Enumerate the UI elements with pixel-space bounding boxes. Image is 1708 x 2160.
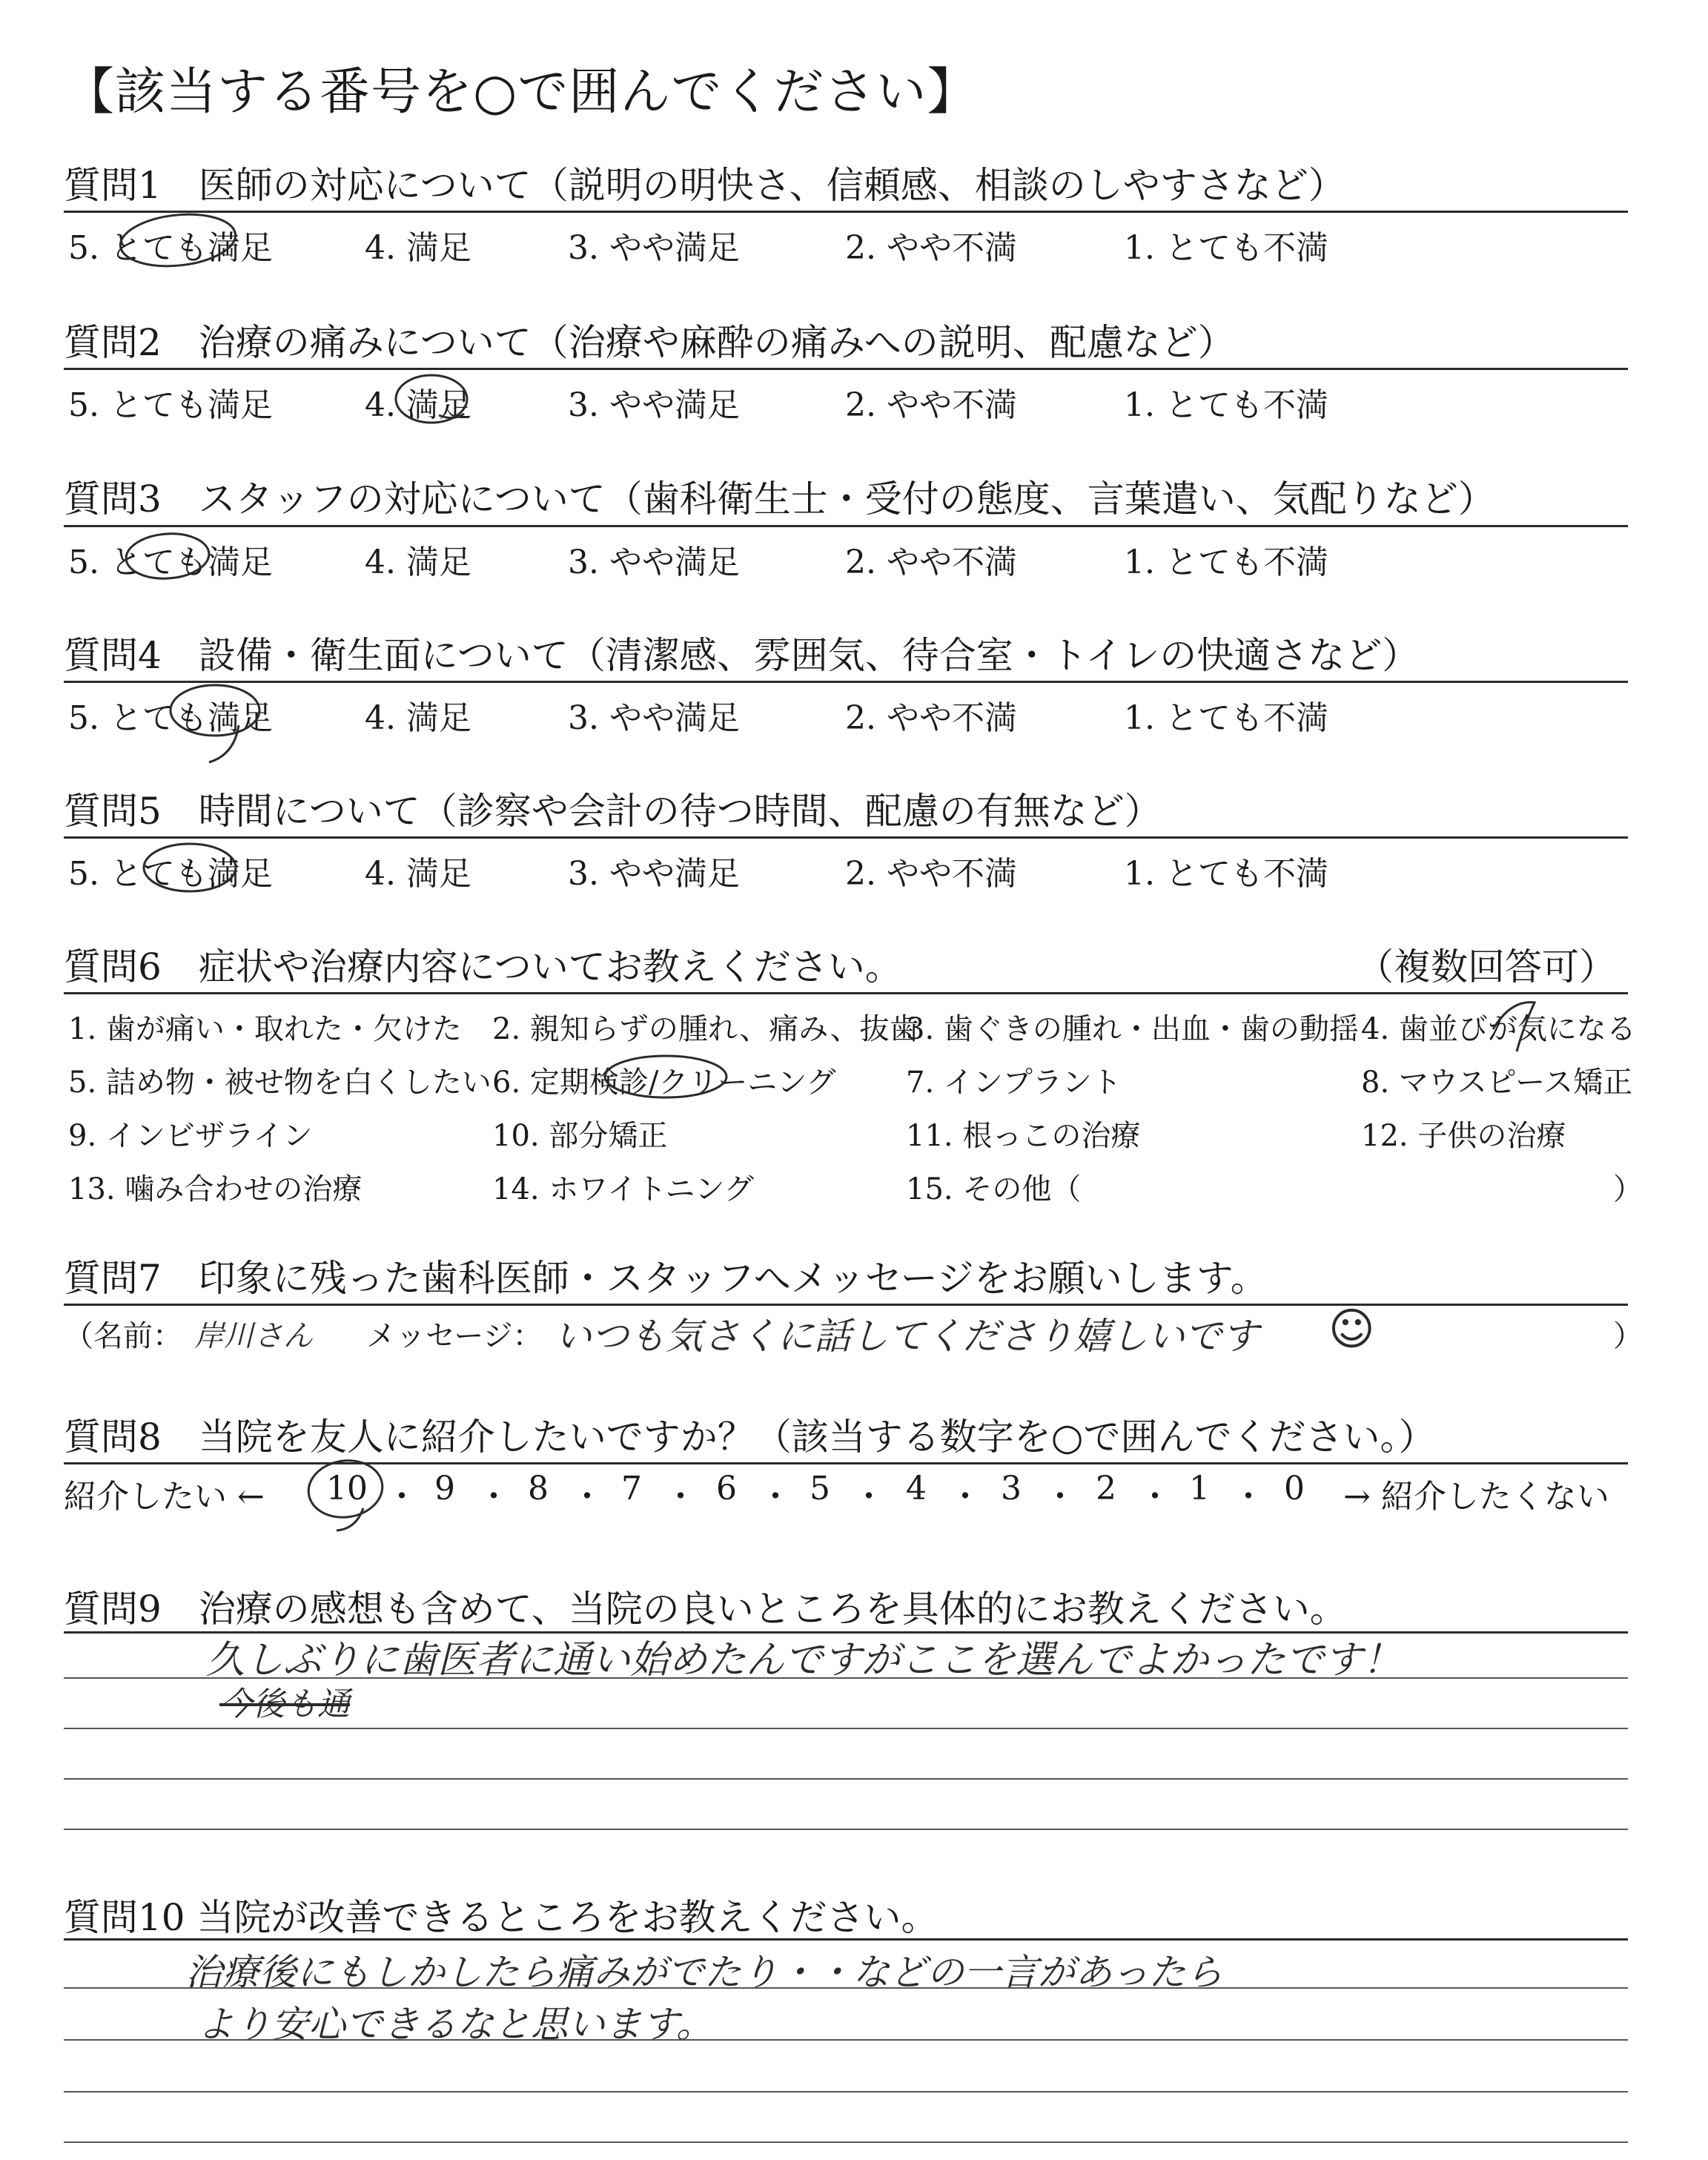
q5-option-2[interactable]: 2. やや不満: [845, 855, 1017, 893]
q8-sep: ・: [1044, 1478, 1076, 1516]
q8-scale-9[interactable]: 9: [434, 1470, 455, 1507]
q8-sep: ・: [664, 1478, 697, 1516]
q10-heading: 質問10 当院が改善できるところをお教えください。: [64, 1896, 939, 1939]
q5-option-5[interactable]: 5. とても満足: [68, 855, 273, 893]
q8-sep: ・: [1232, 1478, 1265, 1516]
q6-item-6[interactable]: 6. 定期検診/クリーニング: [492, 1066, 836, 1100]
q6-item-4-mark: [1493, 1003, 1535, 1051]
q5-heading: 質問5 時間について（診察や会計の待つ時間、配慮の有無など）: [64, 790, 1162, 833]
q6-item-11[interactable]: 11. 根っこの治療: [906, 1119, 1141, 1153]
q8-sep: ・: [477, 1478, 510, 1516]
q8-scale-5[interactable]: 5: [810, 1470, 830, 1507]
q6-item-6-selection: [605, 1056, 726, 1097]
q1-option-5[interactable]: 5. とても満足: [68, 229, 273, 267]
q4-option-2[interactable]: 2. やや不満: [845, 699, 1017, 737]
q6-item-13[interactable]: 13. 噛み合わせの治療: [68, 1172, 363, 1206]
q9-heading: 質問9 治療の感想も含めて、当院の良いところを具体的にお教えください。: [64, 1588, 1347, 1631]
q8-sep: ・: [759, 1478, 792, 1516]
q8-scale-7[interactable]: 7: [621, 1470, 642, 1507]
q4-selection-circle: [171, 685, 259, 736]
q9-answer-line-1[interactable]: 久しぶりに歯医者に通い始めたんですがここを選んでよかったです！: [206, 1638, 1402, 1682]
q2-option-4[interactable]: 4. 満足: [365, 386, 471, 424]
q5-option-4[interactable]: 4. 満足: [365, 855, 471, 893]
q3-option-1[interactable]: 1. とても不満: [1124, 544, 1328, 581]
q4-option-1[interactable]: 1. とても不満: [1124, 699, 1328, 737]
q8-right-label: → 紹介したくない: [1343, 1478, 1609, 1516]
q1-heading: 質問1 医師の対応について（説明の明快さ、信頼感、相談のしやすさなど）: [64, 164, 1345, 207]
q2-option-1[interactable]: 1. とても不満: [1124, 386, 1328, 424]
q6-item-12[interactable]: 12. 子供の治療: [1361, 1119, 1566, 1153]
q7-message-value[interactable]: いつも気さくに話してくださり嬉しいです: [555, 1315, 1259, 1358]
q7-heading: 質問7 印象に残った歯科医師・スタッフへメッセージをお願いします。: [64, 1257, 1268, 1300]
q2-option-3[interactable]: 3. やや満足: [568, 386, 740, 424]
q10-answer-line-2[interactable]: より安心できるなと思います。: [197, 2003, 713, 2046]
q8-selection-tail: [337, 1508, 363, 1530]
q6-item-10[interactable]: 10. 部分矯正: [492, 1119, 668, 1153]
q3-option-2[interactable]: 2. やや不満: [845, 544, 1017, 581]
q6-item-3[interactable]: 3. 歯ぐきの腫れ・出血・歯の動揺: [906, 1012, 1359, 1046]
q2-selection-circle: [396, 375, 467, 423]
q6-item-5[interactable]: 5. 詰め物・被せ物を白くしたい: [68, 1066, 491, 1100]
q1-option-3[interactable]: 3. やや満足: [568, 229, 740, 267]
q8-sep: ・: [949, 1478, 982, 1516]
q8-sep: ・: [1139, 1478, 1171, 1516]
q6-item-1[interactable]: 1. 歯が痛い・取れた・欠けた: [68, 1012, 462, 1046]
q3-option-5[interactable]: 5. とても満足: [68, 544, 273, 581]
q8-sep: ・: [385, 1478, 418, 1516]
form-title: 【該当する番号を○で囲んでください】: [64, 63, 979, 122]
q2-selection-tail: [439, 414, 464, 418]
q6-item-15[interactable]: 15. その他（: [906, 1172, 1082, 1206]
q4-option-3[interactable]: 3. やや満足: [568, 699, 740, 737]
q8-scale-3[interactable]: 3: [1001, 1470, 1022, 1507]
q1-option-1[interactable]: 1. とても不満: [1124, 229, 1328, 267]
q3-option-4[interactable]: 4. 満足: [365, 544, 471, 581]
q8-scale-8[interactable]: 8: [528, 1470, 549, 1507]
q8-selection-circle: [305, 1456, 386, 1522]
q6-other-close-paren: ）: [1613, 1172, 1643, 1206]
q7-name-label: （名前：: [64, 1319, 182, 1353]
q6-multiple-note: （複数回答可）: [1357, 945, 1616, 988]
q3-option-3[interactable]: 3. やや満足: [568, 544, 740, 581]
q7-name-value[interactable]: 岸川さん: [194, 1319, 313, 1353]
q1-selection-circle: [118, 209, 238, 271]
q1-option-2[interactable]: 2. やや不満: [845, 229, 1017, 267]
q2-option-5[interactable]: 5. とても満足: [68, 386, 273, 424]
q1-option-4[interactable]: 4. 満足: [365, 229, 471, 267]
q4-option-4[interactable]: 4. 満足: [365, 699, 471, 737]
q4-selection-tail: [209, 725, 239, 762]
q8-heading: 質問8 当院を友人に紹介したいですか？（該当する数字を○で囲んでください。）: [64, 1416, 1436, 1459]
q7-close-paren: ）: [1613, 1319, 1643, 1353]
q5-selection-circle: [144, 844, 236, 891]
q6-heading: 質問6 症状や治療内容についてお教えください。: [64, 945, 902, 988]
q5-option-1[interactable]: 1. とても不満: [1124, 855, 1328, 893]
q8-scale-4[interactable]: 4: [906, 1470, 927, 1507]
q6-item-4[interactable]: 4. 歯並びが気になる: [1361, 1012, 1636, 1046]
q4-heading: 質問4 設備・衛生面について（清潔感、雰囲気、待合室・トイレの快適さなど）: [64, 634, 1420, 677]
q8-scale-0[interactable]: 0: [1284, 1470, 1305, 1507]
q8-scale-1[interactable]: 1: [1189, 1470, 1210, 1507]
q7-message-label: メッセージ：: [366, 1319, 543, 1353]
q8-scale-2[interactable]: 2: [1096, 1470, 1116, 1507]
q8-sep: ・: [571, 1478, 603, 1516]
q6-item-7[interactable]: 7. インプラント: [906, 1066, 1122, 1100]
q4-option-5[interactable]: 5. とても満足: [68, 699, 273, 737]
q2-option-2[interactable]: 2. やや不満: [845, 386, 1017, 424]
q8-sep: ・: [853, 1478, 885, 1516]
q9-struck-text: 今後も通: [219, 1685, 350, 1723]
q8-scale-6[interactable]: 6: [716, 1470, 737, 1507]
q6-item-14[interactable]: 14. ホワイトニング: [492, 1172, 754, 1206]
q3-heading: 質問3 スタッフの対応について（歯科衛生士・受付の態度、言葉遣い、気配りなど）: [64, 478, 1495, 521]
q6-item-2[interactable]: 2. 親知らずの腫れ、痛み、抜歯: [492, 1012, 919, 1046]
q2-heading: 質問2 治療の痛みについて（治療や麻酔の痛みへの説明、配慮など）: [64, 321, 1235, 364]
q10-answer-line-1[interactable]: 治療後にもしかしたら痛みがでたり・・などの一言があったら: [185, 1951, 1223, 1994]
q5-option-3[interactable]: 3. やや満足: [568, 855, 740, 893]
smiley-icon: ☺: [1328, 1304, 1375, 1355]
q6-item-9[interactable]: 9. インビザライン: [68, 1119, 313, 1153]
q8-left-label: 紹介したい ←: [64, 1478, 265, 1516]
q3-selection-circle: [125, 531, 211, 581]
q6-item-8[interactable]: 8. マウスピース矯正: [1361, 1066, 1633, 1100]
q8-scale-10[interactable]: 10: [326, 1470, 368, 1507]
